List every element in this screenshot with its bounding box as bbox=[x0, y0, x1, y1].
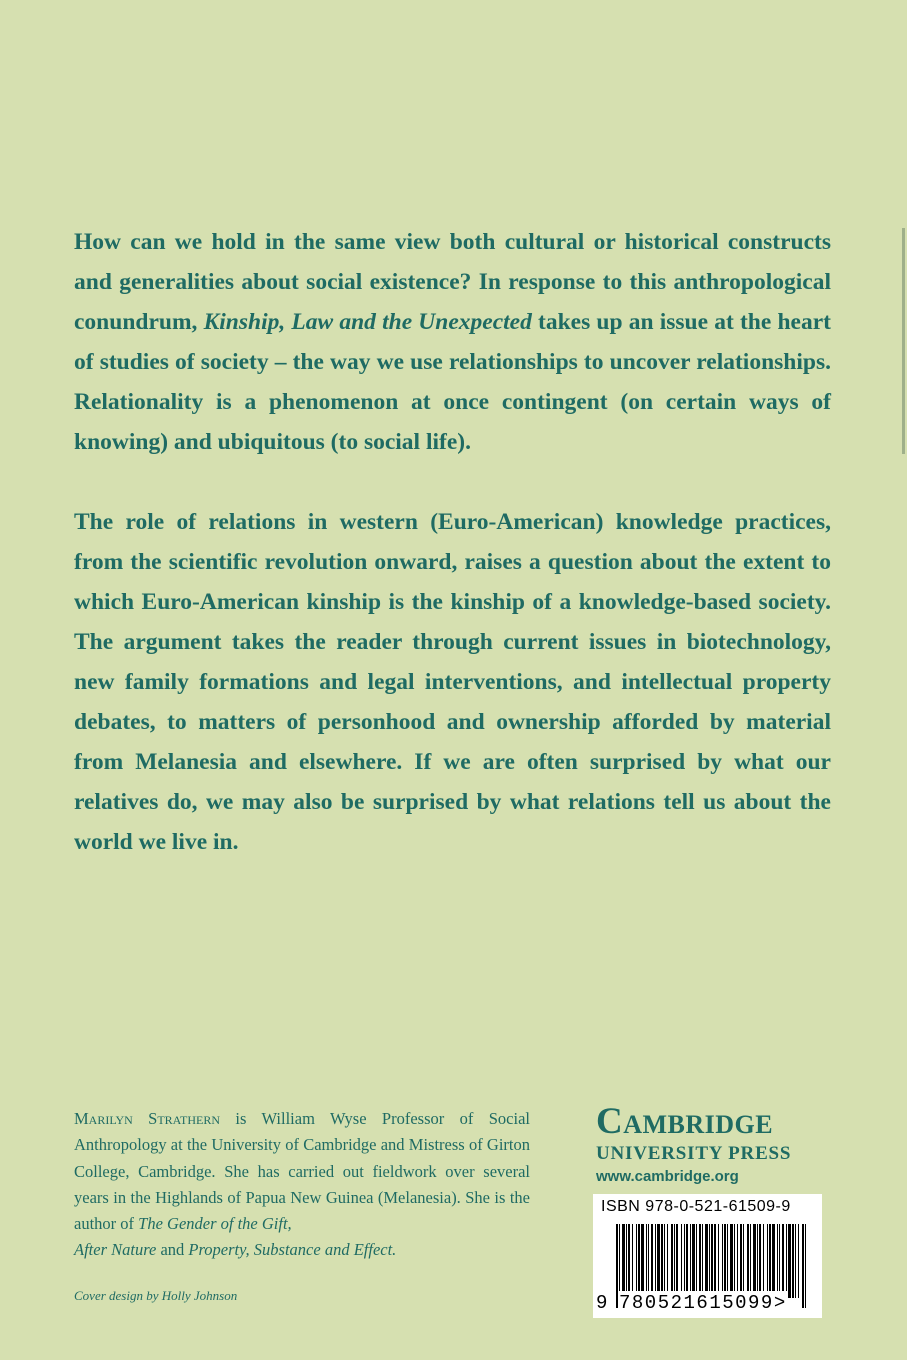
description-paragraph-2: The role of relations in western (Euro-American) knowledge practices, from the scientific revolution onward, raises a question about the extent to which Euro-American kinship is the kinship of a knowledge-based society. The argument takes the reader through current issues in biotechnology, new family formations and legal interventions, and intellectual property debates, to matters of personhood and ownership afforded by material from Melanesia and elsewhere. If we are often surprised by what our relatives do, we may also be surprised by what relations tell us about the world we live in. bbox=[74, 509, 831, 855]
barcode-bar bbox=[641, 1224, 644, 1298]
barcode-bar bbox=[686, 1224, 688, 1298]
barcode-bar bbox=[651, 1224, 653, 1298]
barcode-bar bbox=[792, 1224, 794, 1298]
bio-book-3: Property, Substance and Effect. bbox=[188, 1240, 397, 1260]
bio-text-2: and bbox=[156, 1240, 189, 1260]
barcode-bar bbox=[782, 1224, 784, 1298]
barcode-bar bbox=[788, 1224, 791, 1298]
barcode-bar bbox=[750, 1224, 751, 1298]
barcode-bar bbox=[646, 1224, 647, 1298]
publisher-subtitle: UNIVERSITY PRESS bbox=[596, 1143, 792, 1164]
author-name: Marilyn Strathern bbox=[74, 1109, 221, 1128]
barcode-bar bbox=[667, 1224, 668, 1298]
barcode-bar bbox=[734, 1224, 735, 1298]
barcode-bar bbox=[753, 1224, 756, 1298]
barcode-bar bbox=[798, 1224, 799, 1298]
barcode-bar bbox=[714, 1224, 716, 1298]
barcode-bar bbox=[805, 1224, 806, 1308]
barcode-bar bbox=[699, 1224, 701, 1298]
barcode-bar bbox=[747, 1224, 749, 1298]
barcode-bar bbox=[696, 1224, 697, 1298]
barcode-bar bbox=[655, 1224, 656, 1298]
barcode bbox=[593, 1194, 822, 1318]
barcode-bar bbox=[690, 1224, 691, 1298]
cover-design-credit: Cover design by Holly Johnson bbox=[74, 1288, 238, 1303]
barcode-bar bbox=[638, 1224, 640, 1298]
barcode-bar bbox=[681, 1224, 682, 1298]
bio-book-2: After Nature bbox=[74, 1240, 157, 1260]
page-edge-mark bbox=[902, 228, 905, 454]
barcode-bar bbox=[657, 1224, 660, 1298]
bio-text-1: is William Wyse Professor of Social Anthropology at the University of Cambridge and Mistress of Girton College, Cambridge. She has carried out fieldwork over several years in the Highlands of Papua New Guinea (Melanesia). She is the author of bbox=[74, 1109, 531, 1234]
barcode-bar bbox=[661, 1224, 663, 1298]
barcode-bar bbox=[692, 1224, 695, 1298]
description-text-start: How can we hold in the same view both cultural or historical constructs and generalities about social existence? In response to this anthropological conundrum, bbox=[74, 229, 831, 335]
barcode-bar bbox=[740, 1224, 742, 1298]
barcode-lead-digit: 9 bbox=[596, 1292, 608, 1314]
barcode-bar bbox=[763, 1224, 764, 1298]
barcode-bar bbox=[648, 1224, 649, 1298]
barcode-bar bbox=[779, 1224, 780, 1298]
isbn-label: ISBN 978-0-521-61509-9 bbox=[601, 1198, 791, 1215]
publisher-block bbox=[596, 1102, 826, 1188]
description-text-end: takes up an issue at the heart of studies of society – the way we use relationships to uncover relationships. Relationality is a phenomenon at once contingent (on certain ways of knowing) and ubiquitous (to social life). bbox=[74, 309, 831, 455]
barcode-bar bbox=[626, 1224, 627, 1298]
description-paragraph-1 bbox=[74, 222, 831, 462]
book-title: Kinship, Law and the Unexpected bbox=[203, 309, 532, 335]
barcode-bar bbox=[622, 1224, 625, 1298]
barcode-bar bbox=[777, 1224, 778, 1298]
barcode-bar bbox=[772, 1224, 775, 1298]
barcode-bar bbox=[664, 1224, 665, 1298]
barcode-bar bbox=[684, 1224, 685, 1298]
barcode-bar bbox=[802, 1224, 804, 1308]
barcode-bar bbox=[616, 1224, 618, 1308]
barcode-bar bbox=[743, 1224, 744, 1298]
barcode-bar bbox=[730, 1224, 733, 1298]
barcode-bar bbox=[724, 1224, 726, 1298]
barcode-bar bbox=[769, 1224, 771, 1298]
publisher-website: www.cambridge.org bbox=[596, 1168, 739, 1185]
barcode-bar bbox=[705, 1224, 708, 1298]
barcode-bar bbox=[676, 1224, 678, 1298]
publisher-name: Cambridge bbox=[596, 1101, 774, 1142]
bio-book-1: The Gender of the Gift, bbox=[138, 1214, 292, 1234]
barcode-bar bbox=[718, 1224, 719, 1298]
barcode-bar bbox=[759, 1224, 761, 1298]
barcode-bar bbox=[727, 1224, 728, 1298]
barcode-bar bbox=[786, 1224, 787, 1298]
barcode-bar bbox=[671, 1224, 673, 1298]
author-bio bbox=[74, 1106, 530, 1264]
barcode-bar bbox=[674, 1224, 675, 1298]
barcode-bar bbox=[636, 1224, 637, 1298]
barcode-bar bbox=[795, 1224, 796, 1298]
barcode-bar bbox=[737, 1224, 738, 1298]
barcode-bar bbox=[767, 1224, 768, 1298]
barcode-bar bbox=[722, 1224, 723, 1298]
barcode-bar bbox=[632, 1224, 633, 1298]
barcode-bar bbox=[702, 1224, 703, 1298]
barcode-bar bbox=[628, 1224, 630, 1298]
barcode-bar bbox=[757, 1224, 758, 1298]
barcode-digits: 780521615099> bbox=[619, 1292, 787, 1314]
